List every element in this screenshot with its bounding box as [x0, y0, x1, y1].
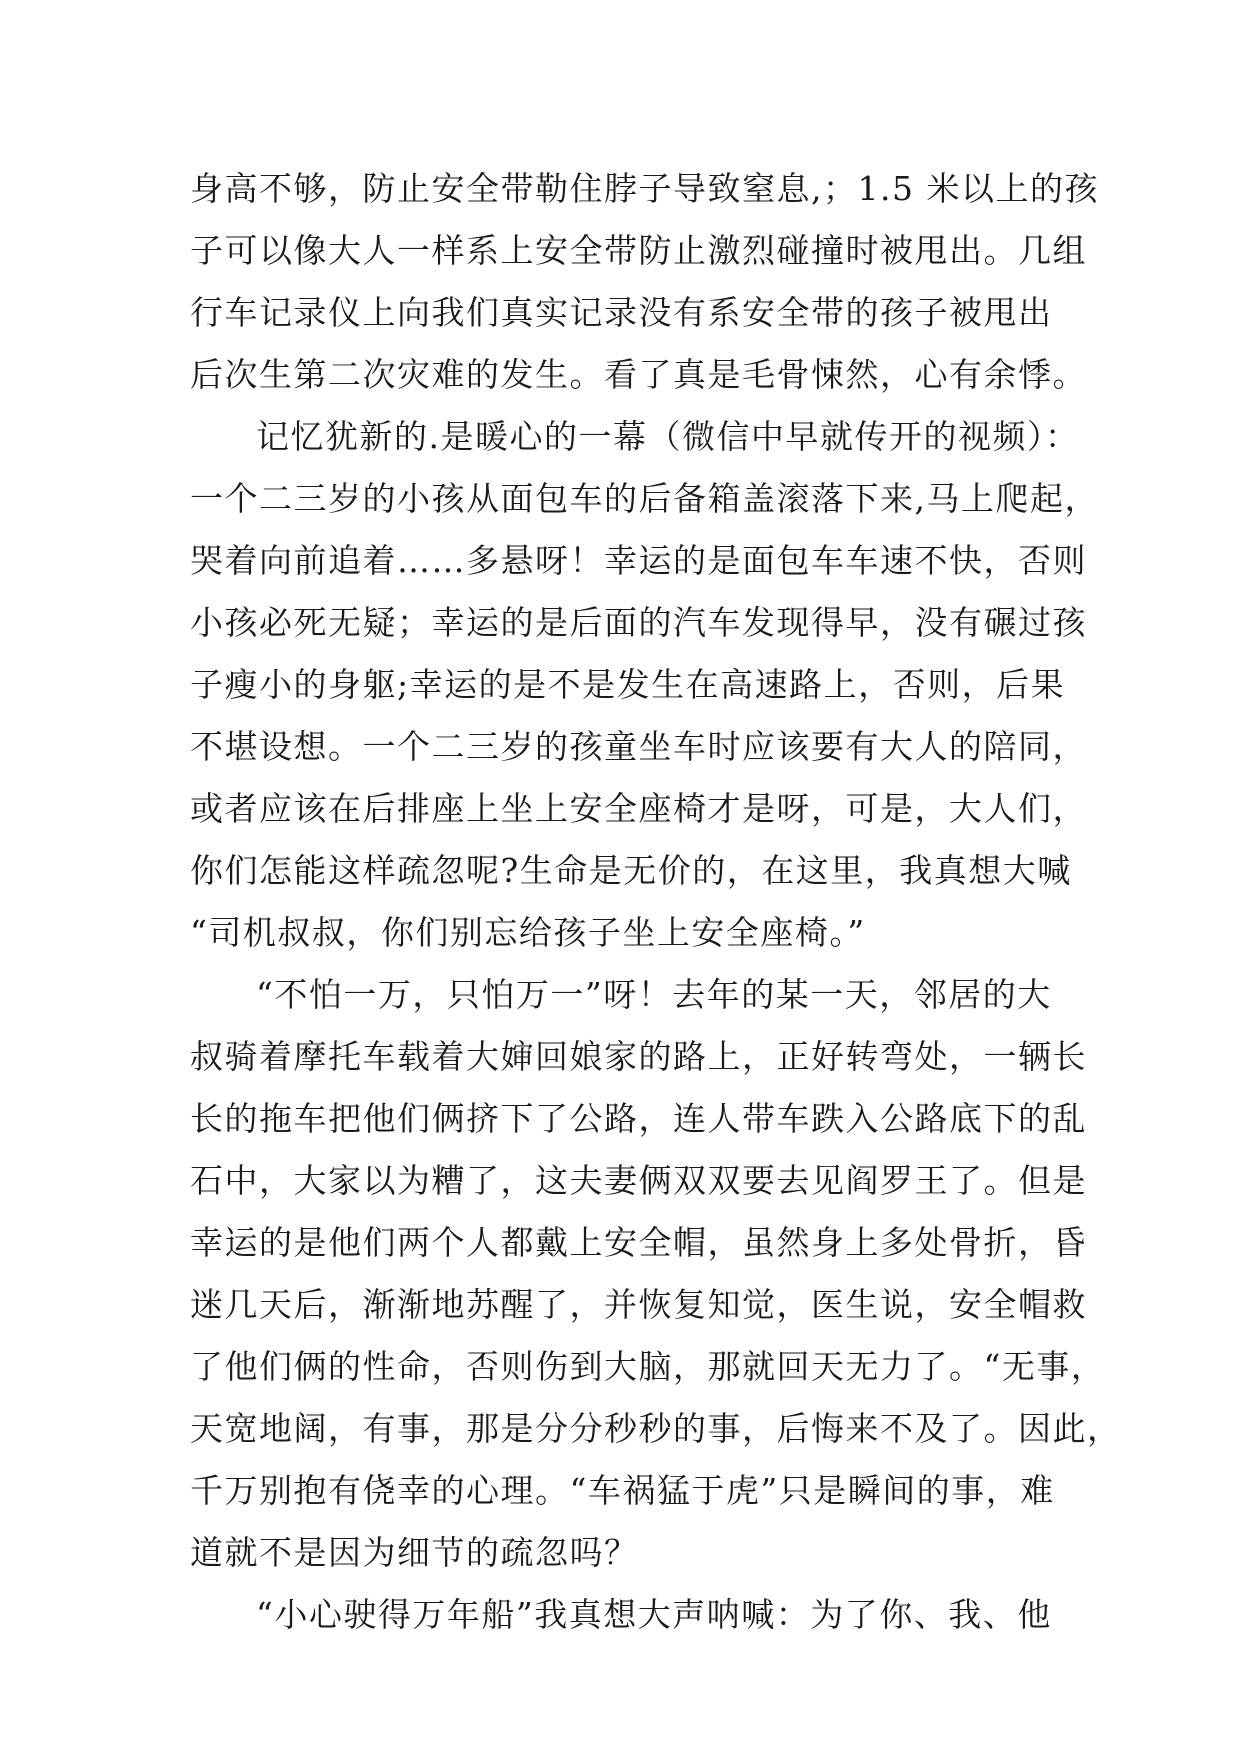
body-text: [190, 158, 1122, 1646]
text-line: 你们怎能这样疏忽呢?生命是无价的，在这里，我真想大喊: [190, 851, 1072, 890]
text-line: 迷几天后，渐渐地苏醒了，并恢复知觉，医生说，安全帽救: [190, 1285, 1087, 1324]
text-line: 不堪设想。一个二三岁的孩童坐车时应该要有大人的陪同，: [190, 727, 1087, 766]
text-line: 子瘦小的身躯;幸运的是不是发生在高速路上，否则，后果: [190, 665, 1066, 704]
text-line: 小孩必死无疑；幸运的是后面的汽车发现得早，没有碾过孩: [190, 603, 1087, 642]
text-line: 天宽地阔，有事，那是分分秒秒的事，后悔来不及了。因此，: [190, 1409, 1122, 1448]
text-line: 千万别抱有侥幸的心理。“车祸猛于虎”只是瞬间的事，难: [190, 1471, 1055, 1510]
text-line: “司机叔叔，你们别忘给孩子坐上安全座椅。”: [190, 913, 866, 952]
text-line: 身高不够，防止安全带勒住脖子导致窒息,；1.5 米以上的孩: [190, 169, 1099, 208]
paragraph-start-line: 记忆犹新的.是暖心的一幕（微信中早就传开的视频）：: [256, 417, 1080, 456]
text-line: 一个二三岁的小孩从面包车的后备箱盖滚落下来,马上爬起，: [190, 479, 1099, 518]
text-line: 道就不是因为细节的疏忽吗？: [190, 1533, 639, 1572]
text-line: 长的拖车把他们俩挤下了公路，连人带车跌入公路底下的乱: [190, 1099, 1087, 1138]
text-line: 行车记录仪上向我们真实记录没有系安全带的孩子被甩出: [190, 293, 1053, 332]
text-line: 哭着向前追着……多悬呀！幸运的是面包车车速不快，否则: [190, 541, 1087, 580]
paragraph-start-line: “小心驶得万年船”我真想大声呐喊：为了你、我、他: [256, 1595, 1052, 1634]
paragraph-start-line: “不怕一万，只怕万一”呀！去年的某一天，邻居的大: [256, 975, 1052, 1014]
text-line: 石中，大家以为糟了，这夫妻俩双双要去见阎罗王了。但是: [190, 1161, 1087, 1200]
text-line: 或者应该在后排座上坐上安全座椅才是呀，可是，大人们，: [190, 789, 1087, 828]
text-line: 叔骑着摩托车载着大婶回娘家的路上，正好转弯处，一辆长: [190, 1037, 1087, 1076]
text-line: 了他们俩的性命，否则伤到大脑，那就回天无力了。“无事，: [190, 1347, 1106, 1386]
text-line: 子可以像大人一样系上安全带防止激烈碰撞时被甩出。几组: [190, 231, 1087, 270]
text-line: 幸运的是他们两个人都戴上安全帽，虽然身上多处骨折，昏: [190, 1223, 1087, 1262]
text-line: 后次生第二次灾难的发生。看了真是毛骨悚然，心有余悸。: [190, 355, 1087, 394]
